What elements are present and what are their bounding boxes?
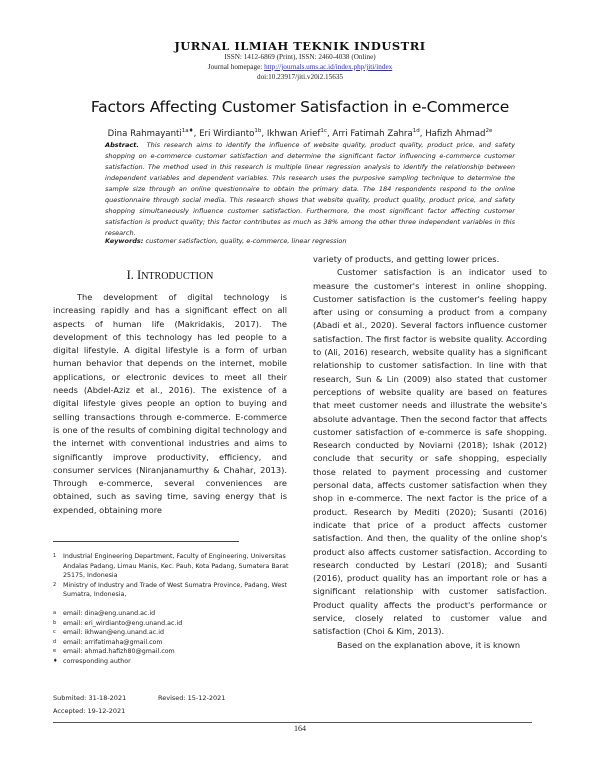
body-paragraph: Based on the explanation above, it is known	[337, 639, 521, 650]
abstract-text: This research aims to identify the influence of website quality, product quality, product price, and safety shopping on e-commerce customer satisfaction and determine the significant factor influencing e-commerce customer satisfaction. The method used in this research is multiple linear regression analysis to identify the relationship between independent variables and dependent variables. This research uses the purposive sampling technique to determine the sample size through an online questionnaire to obtain the primary data. The 184 respondents respond to the online questionnaire through social media. This research shows that website quality, product quality, product price, and safety shopping simultaneously influence customer satisfaction. Furthermore, the most significant factor affecting customer satisfaction is product quality; this factor contributes as much as 38% among the other three independent variables in this research.	[105, 141, 515, 237]
body-paragraph: The development of digital technology is increasing rapidly and has a significant effect on all aspects of human life (Makridakis, 2017). The development of this technology has led people to a digital lifestyle. A digital lifestyle is a form of urban human behavior that depends on the internet, mobile applications, or electronic devices to meet all their needs (Abdel-Aziz et al., 2016). The existence of a digital lifestyle gives people an option to buying and selling transactions through e-commerce. E-commerce is one of the results of combining digital technology and the internet with conventional industries and aims to significantly improve productivity, efficiency, and consumer services (Niranjanamurthy & Chahar, 2013). Through e-commerce, several conveniences are obtained, such as saving time, saving energy that is expended, obtaining more	[53, 292, 287, 515]
abstract-label: Abstract.	[105, 141, 139, 149]
homepage-link[interactable]: http://journals.ums.ac.id/index.php/jiti/index	[264, 63, 393, 71]
paper-title: Factors Affecting Customer Satisfaction in e-Commerce	[90, 98, 510, 116]
email-footnote: b email: eri_wirdianto@eng.unand.ac.id	[53, 619, 183, 627]
abstract	[105, 140, 515, 239]
email-footnote: a email: dina@eng.unand.ac.id	[53, 609, 156, 617]
keywords	[105, 237, 515, 245]
homepage-label: Journal homepage:	[207, 63, 265, 71]
email-footnote: e email: ahmad.hafizh80@gmail.com	[53, 648, 175, 656]
author: Hafizh Ahmad$^{2e}$	[425, 128, 493, 139]
body-paragraph-continuation: variety of products, and getting lower prices.	[313, 254, 500, 264]
footnote-divider	[53, 541, 239, 542]
left-column	[53, 291, 287, 517]
accepted-date: Accepted: 19-12-2021	[53, 707, 126, 715]
author: Ikhwan Arief$^{1c}$	[266, 128, 327, 139]
email-footnote: c email: ikhwan@eng.unand.ac.id	[53, 629, 164, 637]
author-list: Dina Rahmayanti$^{1a♦}$, Eri Wirdianto$^{1b}$, Ikhwan Arief$^{1c}$, Arri Fatimah Zahra$^{1d}$, Hafizh Ahmad$^{2e}$	[107, 128, 493, 139]
journal-name: JURNAL ILMIAH TEKNIK INDUSTRI	[174, 39, 426, 53]
doi: doi:10.23917/jiti.v20i2.15635	[256, 73, 344, 81]
right-column	[313, 253, 547, 652]
issn-line: ISSN: 1412-6869 (Print), ISSN: 2460-4038 (Online)	[224, 53, 376, 61]
keywords-label: Keywords:	[105, 237, 144, 245]
revised-date: Revised: 15-12-2021	[158, 694, 226, 702]
affiliation-footnote: 2 Ministry of Industry and Trade of West Sumatra Province, Padang, West Sumatra, Indonesia,	[53, 581, 287, 599]
footnotes	[53, 552, 303, 667]
submitted-date: Submited: 31-18-2021	[53, 694, 127, 702]
body-paragraph: Customer satisfaction is an indicator used to measure the customer's interest in online shopping. Customer satisfaction is the customer's feeling happy after using or consuming a product from a company (Abadi et al., 2020). Several factors influence customer satisfaction. The first factor is website quality. According to (Ali, 2016) research, website quality has a significant relationship to customer satisfaction. In line with that research, Sun & Lin (2009) also stated that customer perceptions of website quality are based on features that meet customer needs and illustrate the website's absolute advantage. Then the second factor that affects customer satisfaction of e-commerce is safe shopping. Research conducted by Noviarni (2018); Ishak (2012) conclude that security or safe shopping, especially those related to payment processing and customer personal data, affects customer satisfaction when they shop in e-commerce. The next factor is the price of a product. Research by Mediti (2020); Susanti (2016) indicate that price of a product affects customer satisfaction. And then, the quality of the online shop's product also affects customer satisfaction. According to research conducted by Lestari (2018); and Susanti (2016), product quality has an important role or has a significant relationship with customer satisfaction. Product quality affects the product's performance or service, closely related to customer value and satisfaction (Choi & Kim, 2013).	[313, 267, 547, 637]
footer-divider	[53, 722, 532, 723]
keywords-text: customer satisfaction, quality, e-commerce, linear regression	[145, 237, 347, 245]
page-number: 164	[294, 724, 306, 733]
journal-homepage	[0, 63, 600, 71]
author: Eri Wirdianto$^{1b}$	[199, 128, 262, 139]
section-heading-introduction: I. INTRODUCTION	[126, 268, 214, 282]
submission-dates	[53, 692, 226, 718]
affiliation-footnote: 1 Industrial Engineering Department, Faculty of Engineering, Universitas Andalas Padang, Limau Manis, Kec. Pauh, Kota Padang, Sumatera Barat 25175, Indonesia	[53, 553, 289, 580]
email-footnote: d email: arrifatimaha@gmail.com	[53, 638, 163, 646]
corresponding-author-note: ♦ corresponding author	[53, 657, 131, 665]
author: Dina Rahmayanti$^{1a♦}$	[107, 128, 194, 139]
author: Arri Fatimah Zahra$^{1d}$	[332, 128, 420, 139]
